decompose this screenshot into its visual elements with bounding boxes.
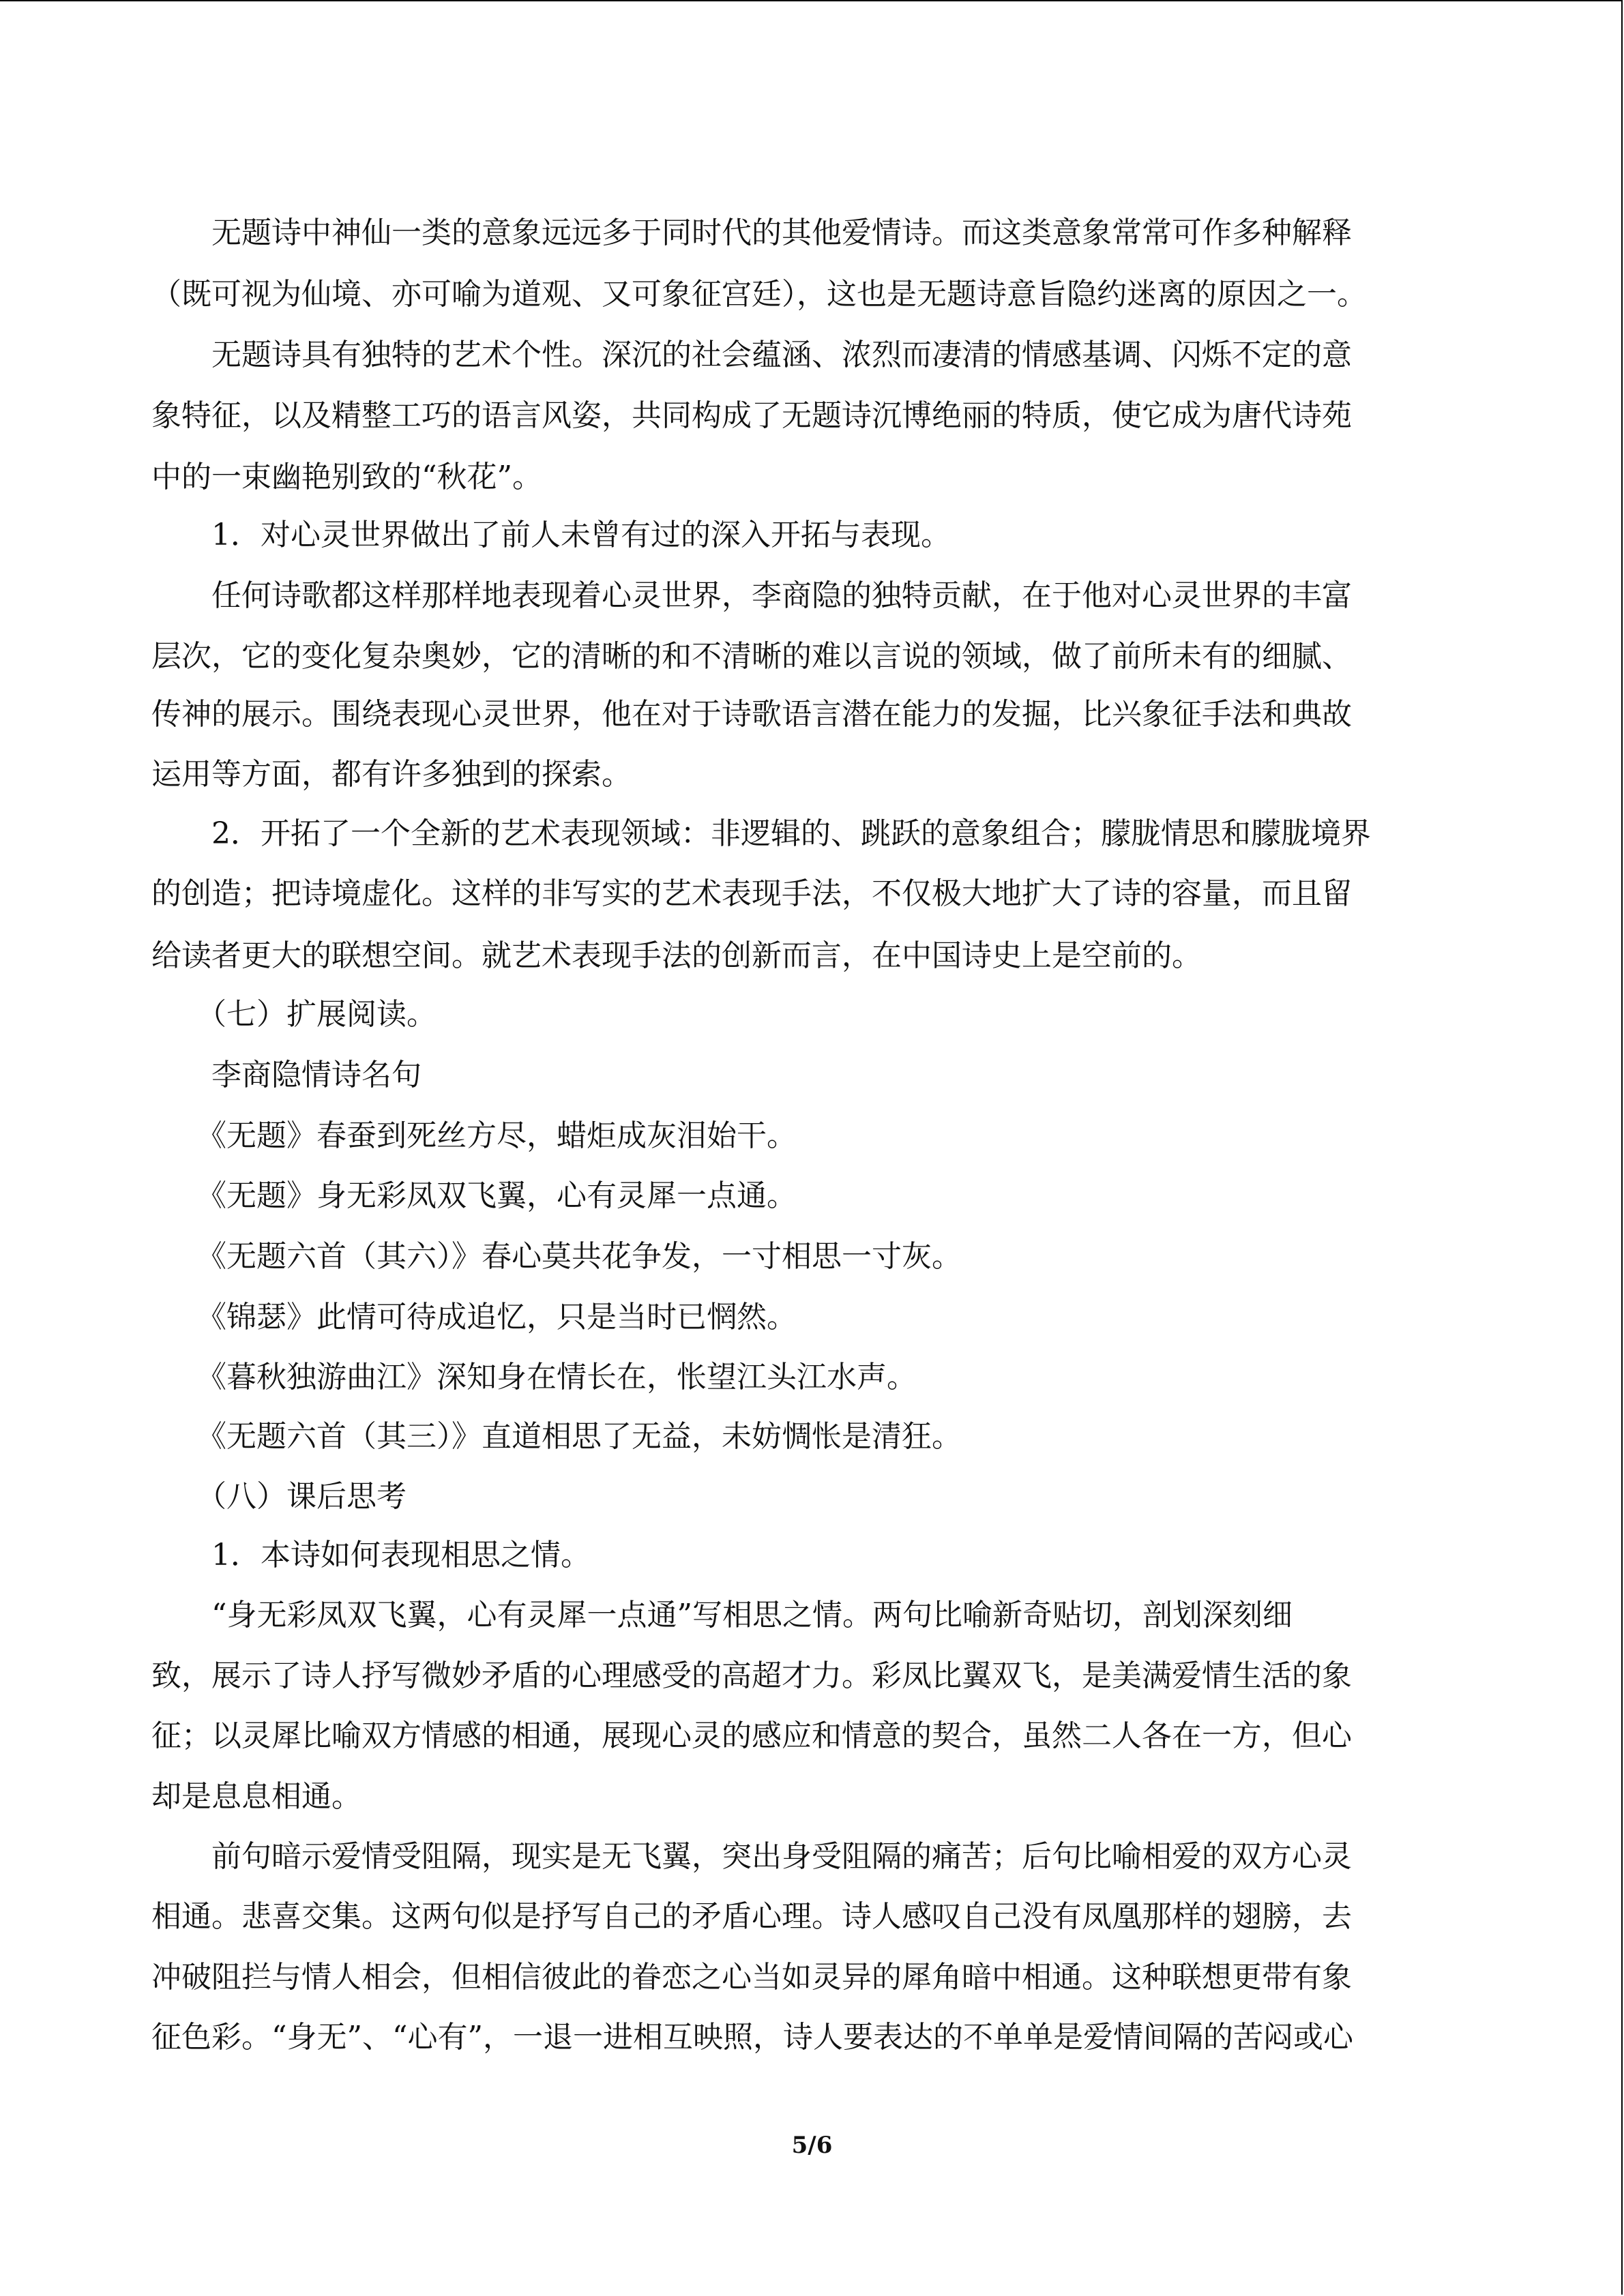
body-line: 层次，它的变化复杂奥妙，它的清晰的和不清晰的难以言说的领域，做了前所未有的细腻、 bbox=[151, 639, 1352, 674]
body-line: 给读者更大的联想空间。就艺术表现手法的创新而言，在中国诗史上是空前的。 bbox=[151, 938, 1202, 973]
quote-line: 《无题》身无彩凤双飞翼，心有灵犀一点通。 bbox=[151, 1178, 797, 1213]
body-line: 前句暗示爱情受阻隔，现实是无飞翼，突出身受阻隔的痛苦；后句比喻相爱的双方心灵 bbox=[151, 1839, 1352, 1874]
body-line: 象特征，以及精整工巧的语言风姿，共同构成了无题诗沉博绝丽的特质，使它成为唐代诗苑 bbox=[151, 398, 1352, 433]
body-line: 传神的展示。围绕表现心灵世界，他在对于诗歌语言潜在能力的发掘，比兴象征手法和典故 bbox=[151, 697, 1352, 732]
quote-line: 《锦瑟》此情可待成追忆，只是当时已惘然。 bbox=[151, 1300, 797, 1335]
body-line: 相通。悲喜交集。这两句似是抒写自己的矛盾心理。诗人感叹自己没有凤凰那样的翅膀，去 bbox=[151, 1899, 1352, 1934]
body-line: 2．开拓了一个全新的艺术表现领域：非逻辑的、跳跃的意象组合；朦胧情思和朦胧境界 bbox=[151, 816, 1371, 851]
question-line: 1．本诗如何表现相思之情。 bbox=[151, 1538, 591, 1572]
body-line: “身无彩凤双飞翼，心有灵犀一点通”写相思之情。两句比喻新奇贴切，剖划深刻细 bbox=[151, 1598, 1293, 1632]
body-line: 冲破阻拦与情人相会，但相信彼此的眷恋之心当如灵异的犀角暗中相通。这种联想更带有象 bbox=[151, 1960, 1352, 1995]
section-heading: （八）课后思考 bbox=[151, 1479, 407, 1514]
section-heading: （七）扩展阅读。 bbox=[151, 997, 437, 1032]
subheading: 李商隐情诗名句 bbox=[151, 1058, 422, 1092]
body-line: （既可视为仙境、亦可喻为道观、又可象征宫廷），这也是无题诗意旨隐约迷离的原因之一。 bbox=[151, 277, 1367, 312]
body-line: 运用等方面，都有许多独到的探索。 bbox=[151, 757, 632, 792]
quote-line: 《无题》春蚕到死丝方尽，蜡炬成灰泪始干。 bbox=[151, 1118, 797, 1153]
body-line: 1．对心灵世界做出了前人未曾有过的深入开拓与表现。 bbox=[151, 518, 951, 552]
page-number: 5/6 bbox=[791, 2132, 833, 2159]
body-line: 致，展示了诗人抒写微妙矛盾的心理感受的高超才力。彩凤比翼双飞，是美满爱情生活的象 bbox=[151, 1658, 1352, 1693]
quote-line: 《无题六首（其三）》直道相思了无益，未妨惆怅是清狂。 bbox=[151, 1419, 962, 1454]
body-line: 征色彩。“身无”、“心有”，一退一进相互映照，诗人要表达的不单单是爱情间隔的苦闷或心 bbox=[151, 2020, 1353, 2055]
quote-line: 《无题六首（其六）》春心莫共花争发，一寸相思一寸灰。 bbox=[151, 1239, 962, 1274]
body-line: 无题诗具有独特的艺术个性。深沉的社会蕴涵、浓烈而凄清的情感基调、闪烁不定的意 bbox=[151, 338, 1352, 372]
body-line: 的创造；把诗境虚化。这样的非写实的艺术表现手法，不仅极大地扩大了诗的容量，而且留 bbox=[151, 876, 1352, 911]
body-line: 中的一束幽艳别致的“秋花”。 bbox=[151, 460, 542, 494]
body-line: 征；以灵犀比喻双方情感的相通，展现心灵的感应和情意的契合，虽然二人各在一方，但心 bbox=[151, 1718, 1352, 1753]
body-line: 却是息息相通。 bbox=[151, 1779, 361, 1814]
body-line: 任何诗歌都这样那样地表现着心灵世界，李商隐的独特贡献，在于他对心灵世界的丰富 bbox=[151, 578, 1352, 613]
quote-line: 《暮秋独游曲江》深知身在情长在，怅望江头江水声。 bbox=[151, 1360, 917, 1395]
body-line: 无题诗中神仙一类的意象远远多于同时代的其他爱情诗。而这类意象常常可作多种解释 bbox=[151, 215, 1352, 250]
